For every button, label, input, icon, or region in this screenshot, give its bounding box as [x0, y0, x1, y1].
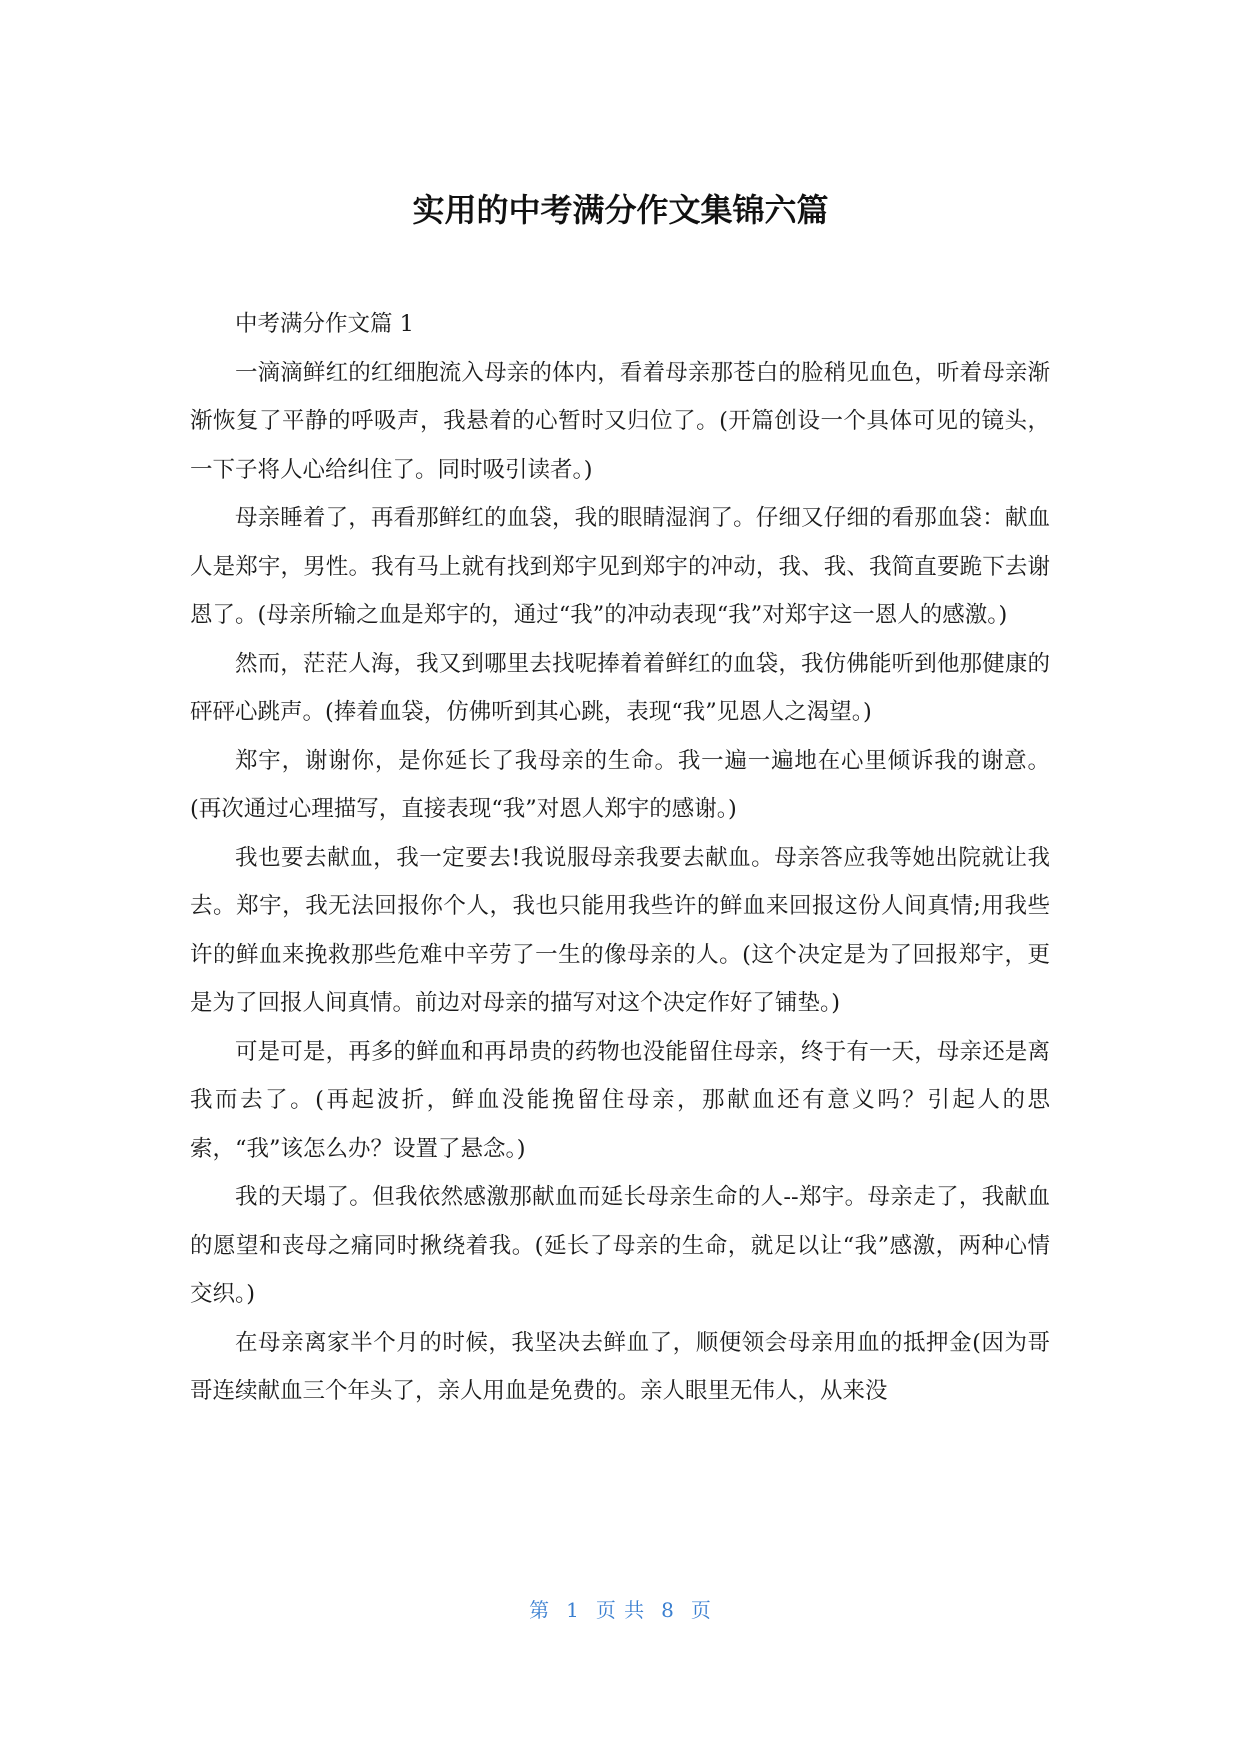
- page-footer: [0, 1596, 1241, 1624]
- paragraph: 郑宇，谢谢你，是你延长了我母亲的生命。我一遍一遍地在心里倾诉我的谢意。(再次通过心理描写，直接表现“我”对恩人郑宇的感谢。): [190, 747, 1050, 822]
- document-title: 实用的中考满分作文集锦六篇: [412, 191, 829, 229]
- footer-label-page: 第: [529, 1598, 551, 1622]
- section-heading: 中考满分作文篇 1: [235, 311, 414, 337]
- footer-current-page: 1: [566, 1598, 580, 1622]
- footer-label-of: 页 共: [595, 1598, 646, 1622]
- footer-total-pages: 8: [661, 1598, 675, 1622]
- paragraph: 然而，茫茫人海，我又到哪里去找呢捧着着鲜红的血袋，我仿佛能听到他那健康的砰砰心跳声。(捧着血袋，仿佛听到其心跳，表现“我”见恩人之渴望。): [190, 650, 1050, 725]
- paragraph: 我也要去献血，我一定要去!我说服母亲我要去献血。母亲答应我等她出院就让我去。郑宇，我无法回报你个人，我也只能用我些许的鲜血来回报这份人间真情;用我些许的鲜血来挽救那些危难中辛劳了一生的像母亲的人。(这个决定是为了回报郑宇，更是为了回报人间真情。前边对母亲的描写对这个决定作好了铺垫。): [190, 844, 1050, 1016]
- document-body: [190, 300, 1050, 1416]
- paragraph: 可是可是，再多的鲜血和再昂贵的药物也没能留住母亲，终于有一天，母亲还是离我而去了。(再起波折，鲜血没能挽留住母亲，那献血还有意义吗？引起人的思索，“我”该怎么办？设置了悬念。): [190, 1038, 1050, 1162]
- footer-label-pages: 页: [690, 1598, 712, 1622]
- paragraph: 母亲睡着了，再看那鲜红的血袋，我的眼睛湿润了。仔细又仔细的看那血袋：献血人是郑宇，男性。我有马上就有找到郑宇见到郑宇的冲动，我、我、我简直要跪下去谢恩了。(母亲所输之血是郑宇的，通过“我”的冲动表现“我”对郑宇这一恩人的感激。): [190, 505, 1050, 628]
- paragraph: 一滴滴鲜红的红细胞流入母亲的体内，看着母亲那苍白的脸稍见血色，听着母亲渐渐恢复了平静的呼吸声，我悬着的心暂时又归位了。(开篇创设一个具体可见的镜头，一下子将人心给纠住了。同时吸引读者。): [190, 359, 1050, 483]
- paragraph: 在母亲离家半个月的时候，我坚决去鲜血了，顺便领会母亲用血的抵押金(因为哥哥连续献血三个年头了，亲人用血是免费的。亲人眼里无伟人，从来没: [190, 1329, 1050, 1404]
- paragraph: 我的天塌了。但我依然感激那献血而延长母亲生命的人--郑宇。母亲走了，我献血的愿望和丧母之痛同时揪绕着我。(延长了母亲的生命，就足以让“我”感激，两种心情交织。): [190, 1184, 1050, 1307]
